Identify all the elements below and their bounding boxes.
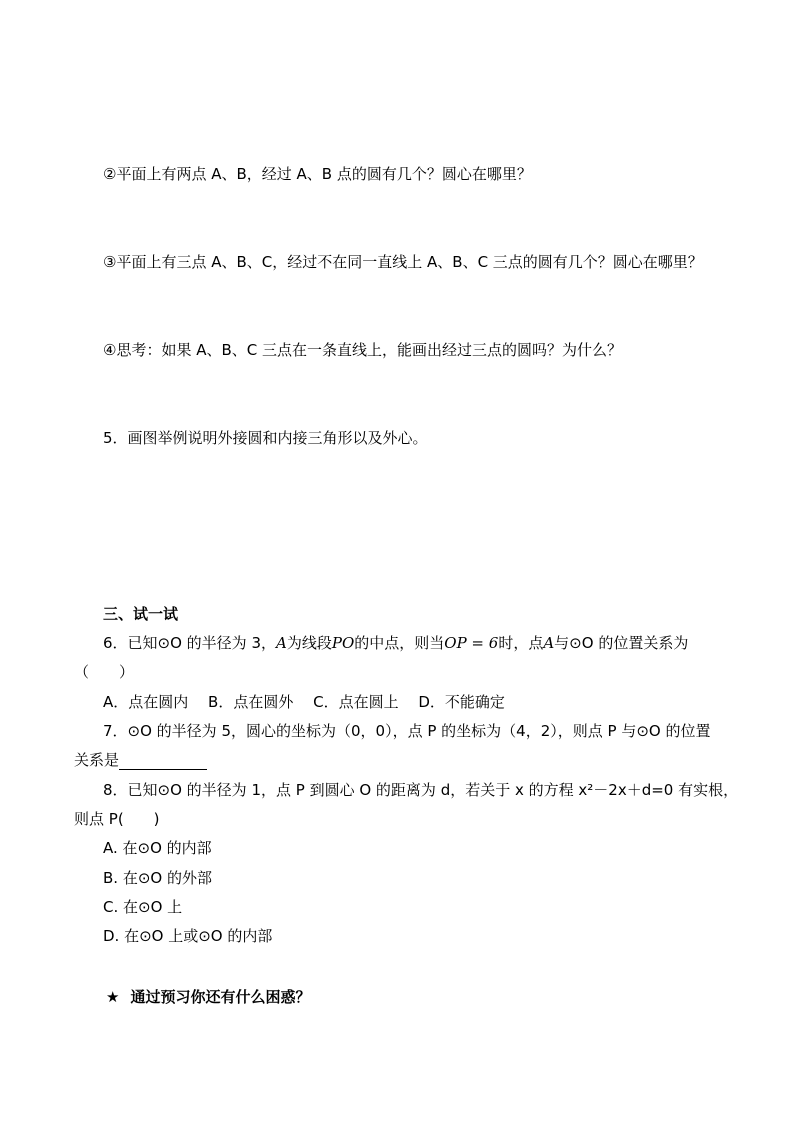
question-7-line1: 7．⊙O 的半径为 5，圆心的坐标为（0，0），点 P 的坐标为（4，2），则点 P 与⊙O 的位置 <box>103 722 711 740</box>
star-icon: ★ <box>106 988 120 1006</box>
q6-mid3: 时，点 <box>498 634 544 652</box>
q6-options: A．点在圆内 B．点在圆外 C．点在圆上 D．不能确定 <box>103 693 505 711</box>
q6-var-a: A <box>276 634 287 652</box>
q6-prefix: 6．已知⊙O 的半径为 3， <box>103 634 276 652</box>
question-6 <box>103 633 688 653</box>
q8-option-c: C. 在⊙O 上 <box>103 898 183 916</box>
closing-question-text: 通过预习你还有什么困惑？ <box>130 988 311 1006</box>
question-5: 5．画图举例说明外接圆和内接三角形以及外心。 <box>103 429 428 447</box>
question-8-line2: 则点 P( ) <box>74 810 160 828</box>
question-8-line1: 8．已知⊙O 的半径为 1，点 P 到圆心 O 的距离为 d，若关于 x 的方程 x²－2x＋d=0 有实根， <box>103 781 739 799</box>
q6-mid1: 为线段 <box>286 634 332 652</box>
q6-equation: OP = 6 <box>444 634 499 652</box>
q7-label: 关系是 <box>74 751 120 769</box>
q8-option-d: D. 在⊙O 上或⊙O 的内部 <box>103 927 273 945</box>
question-3: ③平面上有三点 A、B、C，经过不在同一直线上 A、B、C 三点的圆有几个？圆心在哪里？ <box>103 253 703 271</box>
closing-question <box>106 987 310 1007</box>
q6-var-a2: A <box>543 634 555 652</box>
q8-option-b: B. 在⊙O 的外部 <box>103 869 212 887</box>
question-4-think: ④思考：如果 A、B、C 三点在一条直线上，能画出经过三点的圆吗？为什么？ <box>103 341 623 359</box>
question-2: ②平面上有两点 A、B，经过 A、B 点的圆有几个？圆心在哪里？ <box>103 165 532 183</box>
q6-answer-paren: （ ） <box>74 663 135 681</box>
q8-option-a: A. 在⊙O 的内部 <box>103 839 212 857</box>
question-7-line2 <box>74 750 207 770</box>
q7-answer-blank[interactable] <box>119 753 207 770</box>
q6-suffix: 与⊙O 的位置关系为 <box>554 634 689 652</box>
section-title: 三、试一试 <box>103 605 179 623</box>
q6-var-po: PO <box>331 634 355 652</box>
q6-mid2: 的中点，则当 <box>354 634 445 652</box>
